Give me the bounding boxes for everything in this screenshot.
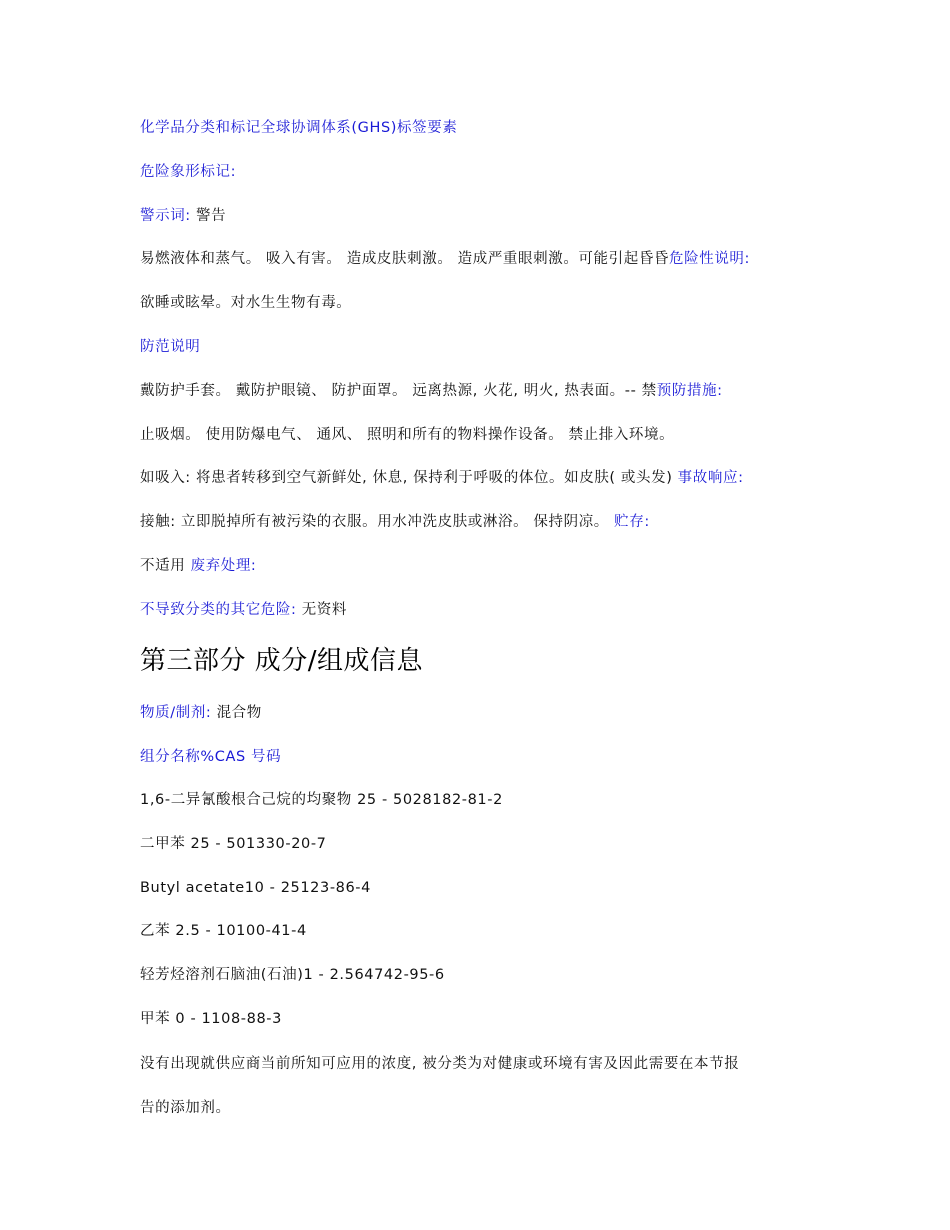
disposal-label: 废弃处理: — [190, 558, 257, 574]
disposal-row — [140, 556, 256, 576]
hazard-statement-label: 危险性说明: — [669, 251, 751, 267]
other-hazards-row — [140, 600, 347, 620]
response-text-2: 接触: 立即脱掉所有被污染的衣服。用水冲洗皮肤或淋浴。 保持阴凉。 — [140, 514, 609, 530]
substance-label: 物质/制剂: — [140, 705, 212, 721]
hazard-statement-text-2: 欲睡或眩晕。对水生生物有毒。 — [140, 295, 352, 311]
response-text-1: 如吸入: 将患者转移到空气新鲜处, 休息, 保持利于呼吸的体位。如皮肤( 或头发) — [140, 470, 673, 486]
hazard-statement-row-1 — [140, 249, 750, 269]
component-item: 乙苯 2.5 - 10100-41-4 — [140, 923, 307, 939]
component-item: 二甲苯 25 - 501330-20-7 — [140, 836, 327, 852]
hazard-statement-text-1: 易燃液体和蒸气。 吸入有害。 造成皮肤刺激。 造成严重眼刺激。可能引起昏昏 — [140, 251, 670, 267]
section-3-heading: 第三部分 成分/组成信息 — [140, 646, 424, 676]
component-item: 1,6-二异氰酸根合己烷的均聚物 25 - 5028182-81-2 — [140, 792, 503, 808]
response-row-2 — [140, 512, 650, 532]
signal-word-value: 警告 — [190, 208, 227, 224]
prevention-text-2: 止吸烟。 使用防爆电气、 通风、 照明和所有的物料操作设备。 禁止排入环境。 — [140, 427, 675, 443]
other-hazards-label: 不导致分类的其它危险: — [140, 602, 297, 618]
signal-word-label: 警示词: — [140, 208, 191, 224]
prevention-row-1 — [140, 381, 723, 401]
component-item: 轻芳烃溶剂石脑油(石油)1 - 2.564742-95-6 — [140, 967, 445, 983]
signal-word-row — [140, 206, 226, 226]
additives-note-line-2: 告的添加剂。 — [140, 1100, 231, 1116]
prevention-text-1: 戴防护手套。 戴防护眼镜、 防护面罩。 远离热源, 火花, 明火, 热表面。-- 禁 — [140, 383, 657, 399]
storage-label: 贮存: — [614, 514, 650, 530]
response-label: 事故响应: — [677, 470, 744, 486]
component-item: Butyl acetate10 - 25123-86-4 — [140, 880, 371, 896]
components-table-header: 组分名称%CAS 号码 — [140, 749, 282, 765]
response-row-1 — [140, 468, 744, 488]
disposal-text: 不适用 — [140, 558, 186, 574]
substance-row — [140, 703, 262, 723]
pictogram-label: 危险象形标记: — [140, 164, 237, 180]
precaution-title: 防范说明 — [140, 339, 201, 355]
component-item: 甲苯 0 - 1108-88-3 — [140, 1011, 282, 1027]
additives-note-line-1: 没有出现就供应商当前所知可应用的浓度, 被分类为对健康或环境有害及因此需要在本节报 — [140, 1056, 740, 1072]
ghs-title: 化学品分类和标记全球协调体系(GHS)标签要素 — [140, 120, 458, 136]
prevention-label: 预防措施: — [656, 383, 723, 399]
substance-value: 混合物 — [211, 705, 262, 721]
other-hazards-value: 无资料 — [296, 602, 347, 618]
